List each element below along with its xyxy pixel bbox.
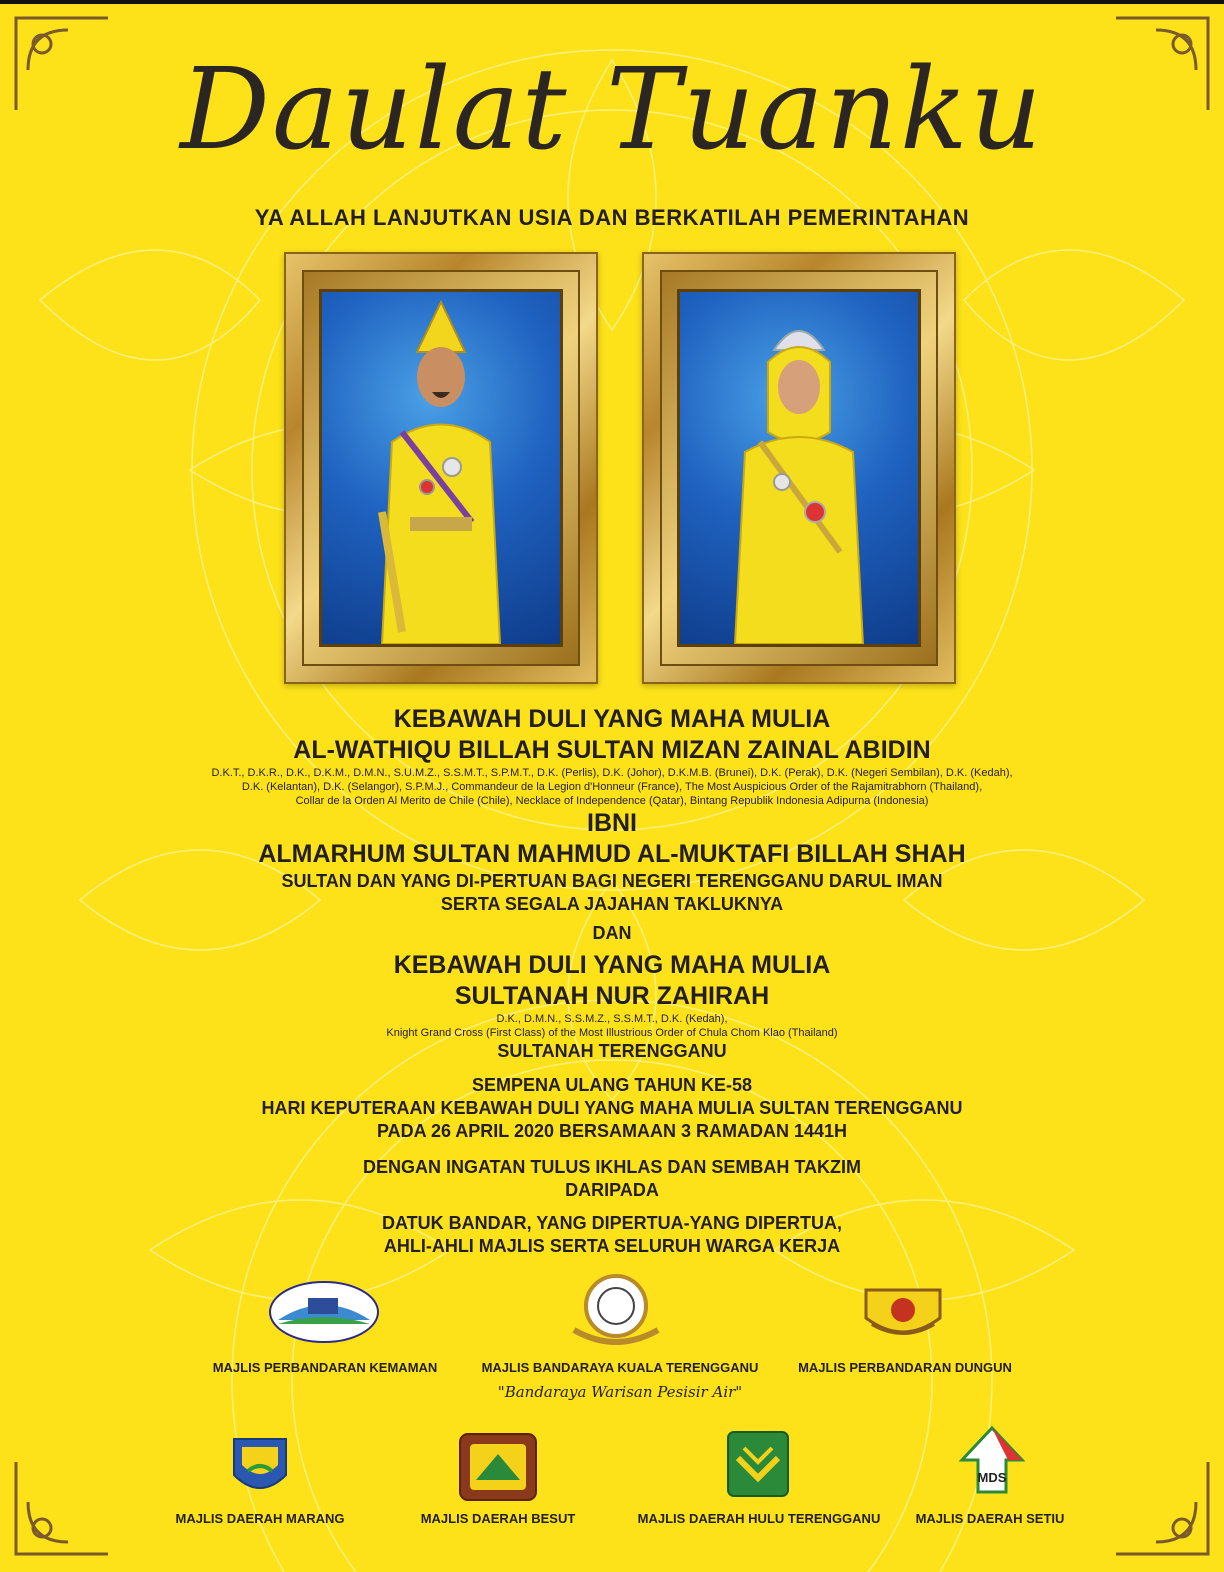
from-line-1: DATUK BANDAR, YANG DIPERTUA-YANG DIPERTUA, xyxy=(381,1213,843,1233)
marang-name: MAJLIS DAERAH MARANG xyxy=(175,1511,345,1526)
marang-logo xyxy=(228,1425,292,1503)
setiu-logo-text: MDS xyxy=(977,1470,1007,1485)
sultan-honours-1: D.K.T., D.K.R., D.K., D.K.M., D.M.N., S.U.M.Z., S.S.M.T., S.P.M.T., D.K. (Perlis), D.K. (Johor), D.K.M.B. (Brunei), D.K. (Perak), D.K. (Negeri Sembilan), D.K. (Kedah), xyxy=(211,767,1013,779)
kuala-terengganu-tagline: "Bandaraya Warisan Pesisir Air" xyxy=(497,1383,743,1401)
kuala-terengganu-logo xyxy=(566,1270,666,1354)
greeting-line-1: DENGAN INGATAN TULUS IKHLAS DAN SEMBAH TAKZIM xyxy=(363,1157,861,1177)
corner-ornament-bottom-left xyxy=(8,1452,118,1562)
subtitle: YA ALLAH LANJUTKAN USIA DAN BERKATILAH PEMERINTAHAN xyxy=(254,205,970,230)
hulu-terengganu-name: MAJLIS DAERAH HULU TERENGGANU xyxy=(637,1511,881,1526)
dungun-name: MAJLIS PERBANDARAN DUNGUN xyxy=(798,1360,1012,1375)
sultan-honours-3: Collar de la Orden Al Merito de Chile (Chile), Necklace of Independence (Qatar), Bintang Republik Indonesia Adipurna (Indonesia) xyxy=(295,795,929,807)
sultanah-honours-2: Knight Grand Cross (First Class) of the Most Illustrious Order of Chula Chom Klao (Thailand) xyxy=(386,1027,838,1039)
page-title: Daulat Tuanku xyxy=(180,45,1044,175)
kemaman-logo xyxy=(268,1280,380,1344)
occasion-line-1: SEMPENA ULANG TAHUN KE-58 xyxy=(471,1075,753,1095)
hulu-terengganu-logo xyxy=(724,1424,792,1502)
sultan-line-1: KEBAWAH DULI YANG MAHA MULIA xyxy=(393,705,831,733)
ibni: IBNI xyxy=(587,809,637,837)
sultan-portrait-frame xyxy=(284,252,598,684)
kuala-terengganu-name: MAJLIS BANDARAYA KUALA TERENGGANU xyxy=(481,1360,759,1375)
sultan-role-2: SERTA SEGALA JAJAHAN TAKLUKNYA xyxy=(440,894,784,914)
sultanah-portrait-frame xyxy=(642,252,956,684)
sultan-name: AL-WATHIQU BILLAH SULTAN MIZAN ZAINAL ABIDIN xyxy=(293,736,931,764)
occasion-line-2: HARI KEPUTERAAN KEBAWAH DULI YANG MAHA MULIA SULTAN TERENGGANU xyxy=(261,1098,963,1118)
occasion-line-3: PADA 26 APRIL 2020 BERSAMAAN 3 RAMADAN 1441H xyxy=(376,1121,848,1141)
conjunction-dan: DAN xyxy=(592,923,632,943)
sultan-portrait xyxy=(322,292,560,644)
sultan-father: ALMARHUM SULTAN MAHMUD AL-MUKTAFI BILLAH SHAH xyxy=(258,840,966,868)
sultanah-name: SULTANAH NUR ZAHIRAH xyxy=(454,982,770,1010)
sultanah-line-1: KEBAWAH DULI YANG MAHA MULIA xyxy=(393,951,831,979)
sultanah-honours-1: D.K., D.M.N., S.S.M.Z., S.S.M.T., D.K. (Kedah), xyxy=(496,1013,728,1025)
greeting-line-2: DARIPADA xyxy=(565,1180,659,1200)
top-border xyxy=(0,0,1224,4)
sultanah-portrait xyxy=(680,292,918,644)
dungun-logo xyxy=(862,1284,944,1344)
from-line-2: AHLI-AHLI MAJLIS SERTA SELURUH WARGA KERJA xyxy=(383,1236,841,1256)
kemaman-name: MAJLIS PERBANDARAN KEMAMAN xyxy=(212,1360,438,1375)
sultan-honours-2: D.K. (Kelantan), D.K. (Selangor), S.P.M.J., Commandeur de la Legion d'Honneur (France), The Most Auspicious Order of the Rajamitrabhorn (Thailand), xyxy=(241,781,983,793)
corner-ornament-bottom-right xyxy=(1106,1452,1216,1562)
sultan-role-1: SULTAN DAN YANG DI-PERTUAN BAGI NEGERI TERENGGANU DARUL IMAN xyxy=(281,871,943,891)
sultanah-role: SULTANAH TERENGGANU xyxy=(497,1041,727,1061)
setiu-name: MAJLIS DAERAH SETIU xyxy=(915,1511,1065,1526)
besut-name: MAJLIS DAERAH BESUT xyxy=(420,1511,576,1526)
setiu-logo xyxy=(956,1420,1028,1504)
besut-logo xyxy=(456,1420,540,1504)
